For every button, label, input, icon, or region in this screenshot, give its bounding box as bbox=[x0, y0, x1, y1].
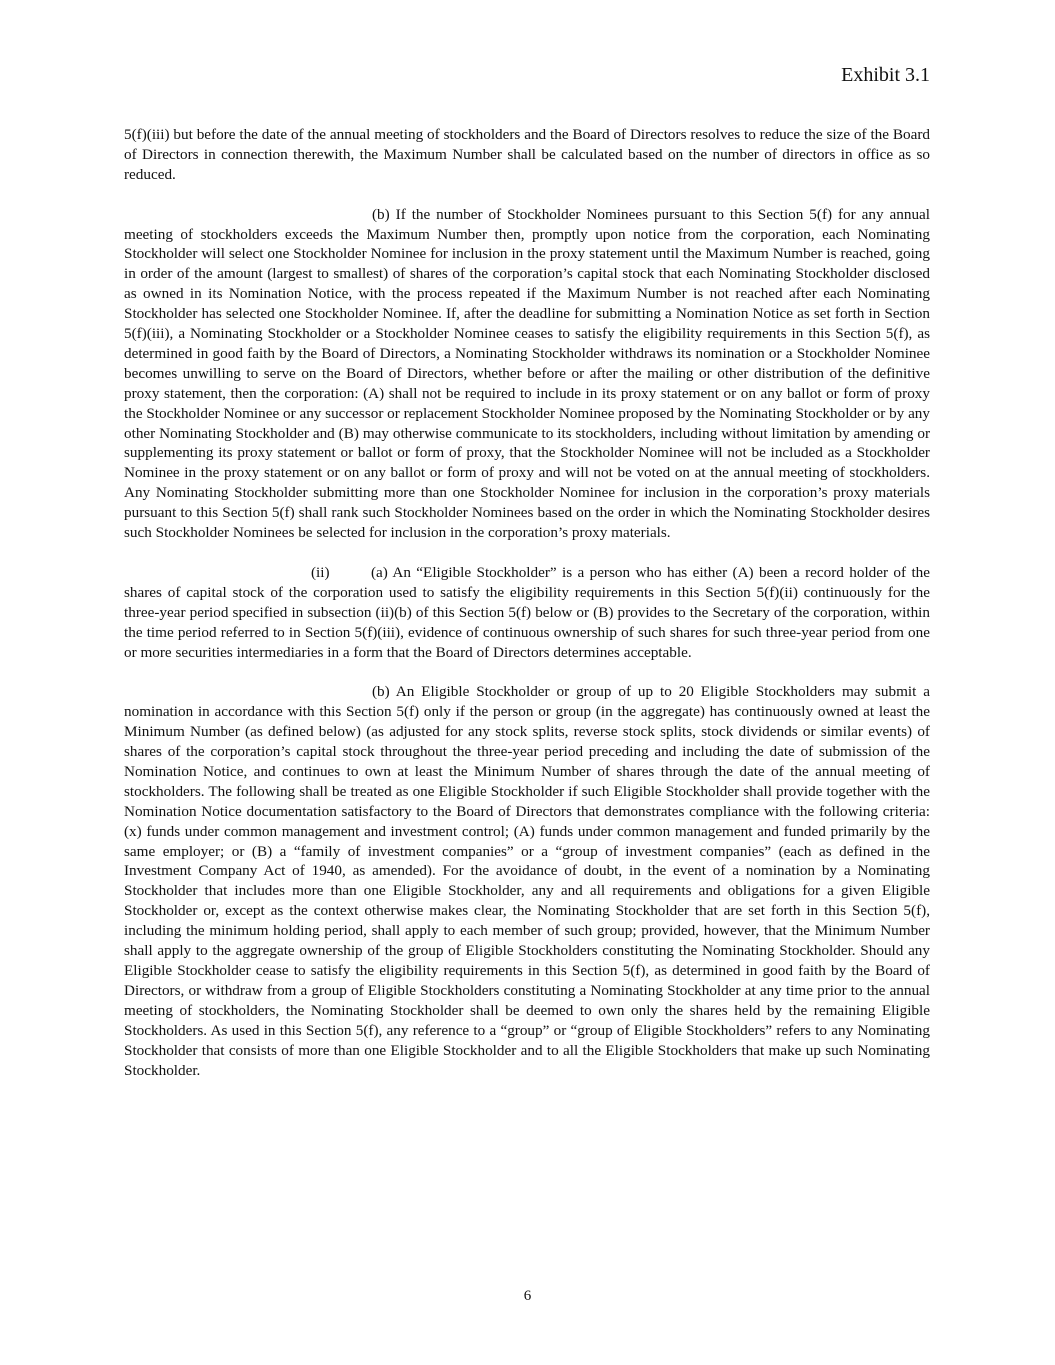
paragraph-ii-a-text: (a) An “Eligible Stockholder” is a person who has either (A) been a record holder of the shares of capital stock of the corporation used to satisfy the eligibility requirements in this Section 5(f)(ii) continuously for the three-year period specified in subsection (ii)(b) of this Section 5(f) below or (B) provides to the Secretary of the corporation, within the time period referred to in Section 5(f)(iii), evidence of continuous ownership of such shares for such three-year period from one or more securities intermediaries in a form that the Board of Directors determines acceptable. bbox=[124, 563, 930, 661]
page-number: 6 bbox=[523, 1288, 532, 1304]
paragraph-ii-b: (b) An Eligible Stockholder or group of up to 20 Eligible Stockholders may submit a nomination in accordance with this Section 5(f) only if the person or group (in the aggregate) has continuously owned at least the Minimum Number (as defined below) (as adjusted for any stock splits, reverse stock splits, stock dividends or similar events) of shares of the corporation’s capital stock throughout the three-year period preceding and including the date of submission of the Nomination Notice, and continues to own at least the Minimum Number of shares through the date of the annual meeting of stockholders. The following shall be treated as one Eligible Stockholder if such Eligible Stockholder shall provide together with the Nomination Notice documentation satisfactory to the Board of Directors that demonstrates compliance with the following criteria: (x) funds under common management and investment control; (A) funds under common management and funded primarily by the same employer; or (B) a “family of investment companies” or a “group of investment companies” (each as defined in the Investment Company Act of 1940, as amended). For the avoidance of doubt, in the event of a nomination by a Nominating Stockholder that includes more than one Eligible Stockholder, any and all requirements and obligations for a given Eligible Stockholder or, except as the context otherwise makes clear, the Nominating Stockholder that are set forth in this Section 5(f), including the minimum holding period, shall apply to each member of such group; provided, however, that the Minimum Number shall apply to the aggregate ownership of the group of Eligible Stockholders constituting the Nominating Stockholder. Should any Eligible Stockholder cease to satisfy the eligibility requirements in this Section 5(f), as determined in good faith by the Board of Directors, or withdraw from a group of Eligible Stockholders constituting a Nominating Stockholder at any time prior to the annual meeting of stockholders, the Nominating Stockholder shall be deemed to own only the shares held by the remaining Eligible Stockholders. As used in this Section 5(f), any reference to a “group” or “group of Eligible Stockholders” refers to any Nominating Stockholder that consists of more than one Eligible Stockholder and to all the Eligible Stockholders that make up such Nominating Stockholder. bbox=[124, 683, 930, 1079]
document-body bbox=[124, 125, 930, 1080]
section-number-ii: (ii) bbox=[311, 563, 330, 581]
continuation-paragraph: 5(f)(iii) but before the date of the annual meeting of stockholders and the Board of Directors resolves to reduce the size of the Board of Directors in connection therewith, the Maximum Number shall be calculated based on the number of directors in office as so reduced. bbox=[124, 126, 930, 183]
paragraph-i-b: (b) If the number of Stockholder Nominees pursuant to this Section 5(f) for any annual meeting of stockholders exceeds the Maximum Number then, promptly upon notice from the corporation, each Nominating Stockholder will select one Stockholder Nominee for inclusion in the proxy statement until the Maximum Number is reached, going in order of the amount (largest to smallest) of shares of the corporation’s capital stock that each Nominating Stockholder disclosed as owned in its Nomination Notice, with the process repeated if the Maximum Number is not reached after each Nominating Stockholder has selected one Stockholder Nominee. If, after the deadline for submitting a Nomination Notice as set forth in Section 5(f)(iii), a Nominating Stockholder or a Stockholder Nominee ceases to satisfy the eligibility requirements in this Section 5(f), as determined in good faith by the Board of Directors, a Nominating Stockholder withdraws its nomination or a Stockholder Nominee becomes unwilling to serve on the Board of Directors, whether before or after the mailing or other distribution of the definitive proxy statement, then the corporation: (A) shall not be required to include in its proxy statement or on any ballot or form of proxy the Stockholder Nominee or any successor or replacement Stockholder Nominee proposed by the Nominating Stockholder or by any other Nominating Stockholder and (B) may otherwise communicate to its stockholders, including without limitation by amending or supplementing its proxy statement or ballot or form of proxy, that the Stockholder Nominee will not be included as a Stockholder Nominee in the proxy statement or on any ballot or form of proxy and will not be voted on at the annual meeting of stockholders. Any Nominating Stockholder submitting more than one Stockholder Nominee for inclusion in the corporation’s proxy materials pursuant to this Section 5(f) shall rank such Stockholder Nominees based on the order in which the Nominating Stockholder desires such Stockholder Nominees be selected for inclusion in the corporation’s proxy materials. bbox=[124, 205, 930, 542]
exhibit-label: Exhibit 3.1 bbox=[841, 64, 930, 86]
paragraph-ii-a bbox=[124, 563, 930, 663]
